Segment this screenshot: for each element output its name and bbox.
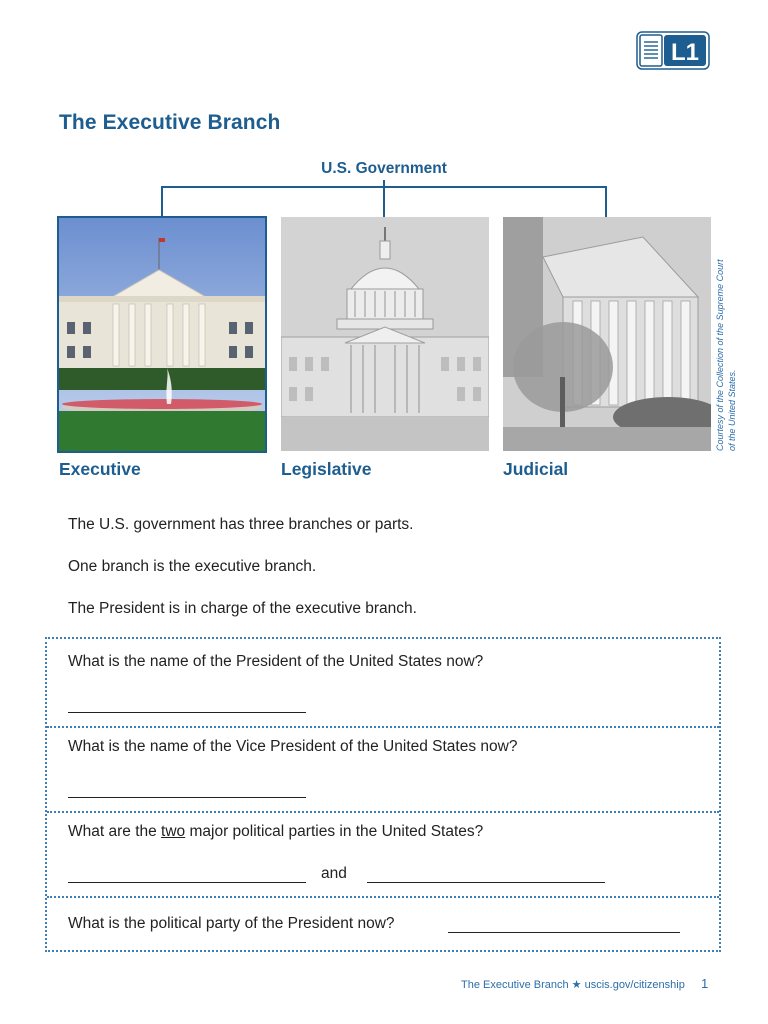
capitol-image [281,217,489,451]
supreme-court-image [503,217,711,451]
white-house-image [57,216,267,453]
photo-credit: Courtesy of the Collection of the Supreme Court of the United States. [715,259,737,451]
question-divider [47,726,719,728]
level-text: L1 [670,39,700,66]
answer-blank-president-party[interactable] [448,932,680,933]
document-icon [636,31,710,70]
paragraph-executive-branch: One branch is the executive branch. [68,558,317,575]
answer-blank-vice-president[interactable] [68,797,306,798]
question-divider [47,896,719,898]
question-president: What is the name of the President of the United States now? [68,653,484,670]
question-box [45,637,721,952]
branch-label-judicial: Judicial [503,459,569,479]
page-title: The Executive Branch [59,111,281,134]
question-text: What are the [68,823,162,840]
branch-label-executive: Executive [59,459,141,479]
paragraph-three-branches: The U.S. government has three branches or parts. [68,516,414,533]
question-divider [47,811,719,813]
question-president-party: What is the political party of the President now? [68,915,395,932]
question-political-parties [68,823,483,841]
us-government-label: U.S. Government [321,160,447,177]
level-badge [636,31,710,70]
and-label: and [321,865,347,882]
paragraph-president-in-charge: The President is in charge of the executive branch. [68,600,417,617]
branch-label-legislative: Legislative [281,459,372,479]
page-number: 1 [701,976,709,991]
footer-text: The Executive Branch ★ uscis.gov/citizenship [461,979,685,991]
answer-blank-party-one[interactable] [68,882,306,883]
question-text: major political parties in the United States? [185,823,484,840]
emphasis-two: two [161,823,186,840]
answer-blank-party-two[interactable] [367,882,605,883]
answer-blank-president[interactable] [68,712,306,713]
question-vice-president: What is the name of the Vice President of the United States now? [68,738,518,755]
